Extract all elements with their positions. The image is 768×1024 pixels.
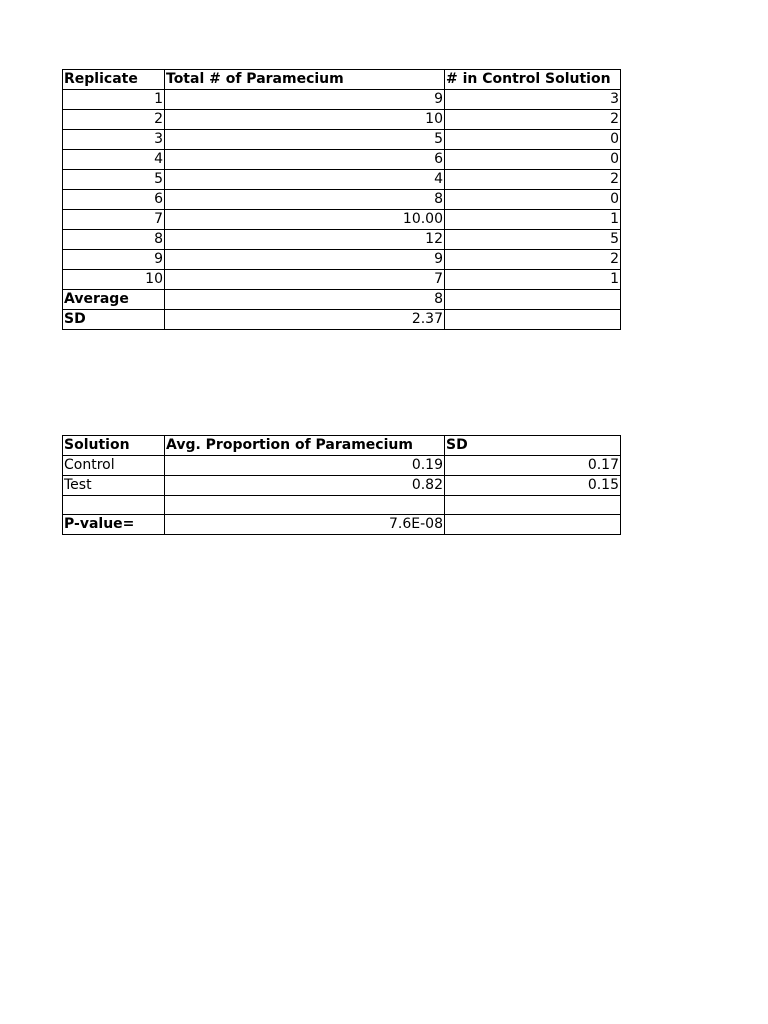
row-key-cell: 10: [63, 270, 165, 290]
row-key-cell: 3: [63, 130, 165, 150]
table-row: [63, 210, 621, 230]
table-row: [63, 110, 621, 130]
summary-row: [63, 290, 621, 310]
table-row: [63, 230, 621, 250]
table-row: [63, 250, 621, 270]
proportion-table-body: [63, 456, 621, 515]
header-total-paramecium: Total # of Paramecium: [165, 70, 445, 90]
row-key-cell: 8: [63, 230, 165, 250]
row-key-cell: Control: [63, 456, 165, 476]
row-key-cell: 5: [63, 170, 165, 190]
value-cell: 2: [445, 170, 621, 190]
table-header-row: [63, 436, 621, 456]
value-cell: 2: [445, 250, 621, 270]
value-cell: [445, 496, 621, 515]
value-cell: 5: [165, 130, 445, 150]
table-row: [63, 456, 621, 476]
table-row: [63, 170, 621, 190]
value-cell: 0: [445, 150, 621, 170]
row-key-cell: 9: [63, 250, 165, 270]
header-replicate: Replicate: [63, 70, 165, 90]
value-cell: [165, 496, 445, 515]
row-key-cell: [63, 496, 165, 515]
table-row: [63, 190, 621, 210]
value-cell: 3: [445, 90, 621, 110]
value-cell: 4: [165, 170, 445, 190]
value-cell: 7: [165, 270, 445, 290]
value-cell: [445, 310, 621, 330]
value-cell: 2.37: [165, 310, 445, 330]
header-avg-proportion: Avg. Proportion of Paramecium: [165, 436, 445, 456]
row-key-cell: 6: [63, 190, 165, 210]
proportion-table-summary: [63, 515, 621, 535]
row-label: SD: [63, 310, 165, 330]
value-cell: 9: [165, 90, 445, 110]
header-sd: SD: [445, 436, 621, 456]
summary-row: [63, 310, 621, 330]
value-cell: 12: [165, 230, 445, 250]
value-cell: 9: [165, 250, 445, 270]
value-cell: 0.17: [445, 456, 621, 476]
table-row: [63, 476, 621, 496]
row-key-cell: 4: [63, 150, 165, 170]
value-cell: 8: [165, 190, 445, 210]
proportion-table: [62, 435, 621, 535]
value-cell: 1: [445, 270, 621, 290]
value-cell: 7.6E-08: [165, 515, 445, 535]
table-row: [63, 150, 621, 170]
replicate-table-summary: [63, 290, 621, 330]
header-in-control-solution: # in Control Solution: [445, 70, 621, 90]
row-label: P-value=: [63, 515, 165, 535]
table-row: [63, 270, 621, 290]
value-cell: 0.15: [445, 476, 621, 496]
row-key-cell: 2: [63, 110, 165, 130]
value-cell: 0: [445, 190, 621, 210]
header-solution: Solution: [63, 436, 165, 456]
value-cell: [445, 290, 621, 310]
table-row: [63, 496, 621, 515]
value-cell: 8: [165, 290, 445, 310]
summary-row: [63, 515, 621, 535]
value-cell: 0.82: [165, 476, 445, 496]
row-key-cell: Test: [63, 476, 165, 496]
value-cell: 2: [445, 110, 621, 130]
value-cell: 6: [165, 150, 445, 170]
value-cell: 10: [165, 110, 445, 130]
value-cell: [445, 515, 621, 535]
replicate-table-body: [63, 90, 621, 290]
row-label: Average: [63, 290, 165, 310]
table-row: [63, 130, 621, 150]
row-key-cell: 1: [63, 90, 165, 110]
table-header-row: [63, 70, 621, 90]
replicate-table: [62, 69, 621, 330]
value-cell: 1: [445, 210, 621, 230]
value-cell: 0.19: [165, 456, 445, 476]
table-row: [63, 90, 621, 110]
value-cell: 10.00: [165, 210, 445, 230]
value-cell: 0: [445, 130, 621, 150]
row-key-cell: 7: [63, 210, 165, 230]
value-cell: 5: [445, 230, 621, 250]
